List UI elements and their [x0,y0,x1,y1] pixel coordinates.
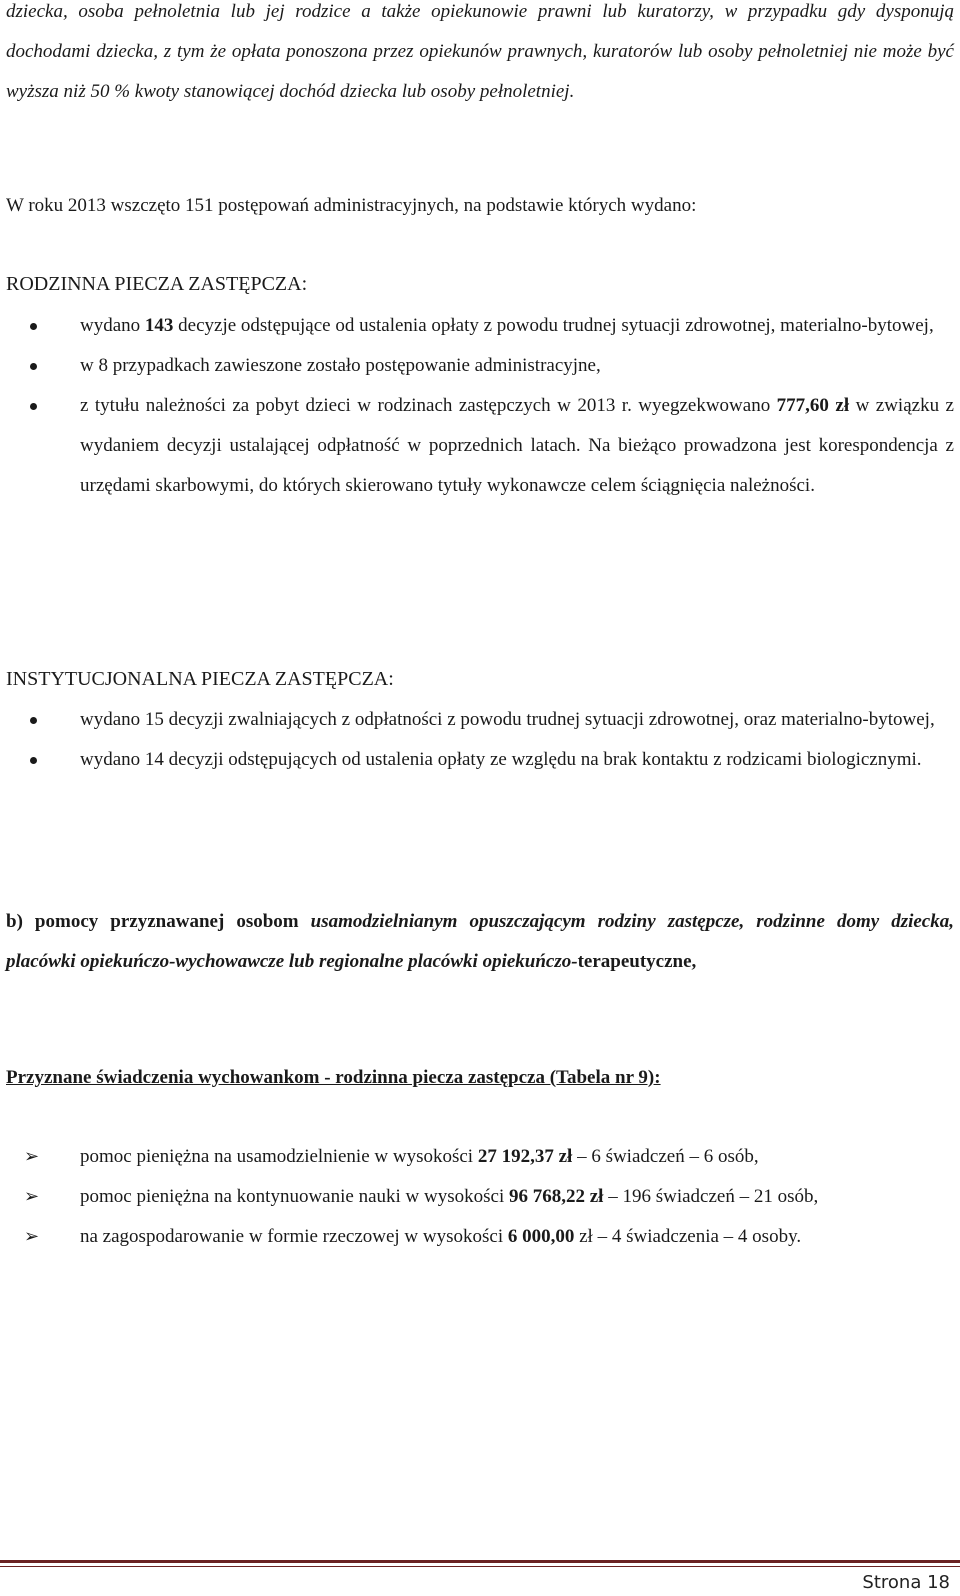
list-item: ➢ na zagospodarowanie w formie rzeczowej w wysokości 6 000,00 zł – 4 świadczenia – 4 osoby. [0,1217,954,1257]
bullet-icon [30,717,37,724]
bullet-icon [30,363,37,370]
section-b-paragraph: b) pomocy przyznawanej osobom usamodzielnianym opuszczającym rodziny zastępcze, rodzinne domy dziecka, placówki opiekuńczo-wychowawcze lub regionalne placówki opiekuńczo-terapeutyczne, [6,911,954,972]
list-item: ➢ pomoc pieniężna na kontynuowanie nauki w wysokości 96 768,22 zł – 196 świadczeń – 21 osób, [0,1177,954,1217]
swiadczenia-heading: Przyznane świadczenia wychowankom - rodzinna piecza zastępcza (Tabela nr 9): [6,1067,661,1088]
bullet-icon [30,757,37,764]
arrow-bullet-icon: ➢ [24,1186,40,1207]
list-item: wydano 14 decyzji odstępujących od ustalenia opłaty ze względu na brak kontaktu z rodzicami biologicznymi. [0,740,954,780]
intro-paragraph: dziecka, osoba pełnoletnia lub jej rodzice a także opiekunowie prawni lub kuratorzy, w przypadku gdy dysponują dochodami dziecka, z tym że opłata ponoszona przez opiekunów prawnych, kuratorów lub osoby pełnoletniej nie może być wyższa niż 50 % kwoty stanowiącej dochód dziecka lub osoby pełnoletniej. [6,1,954,102]
instytucjonalna-list [0,700,954,780]
footer-divider [0,1560,960,1563]
list-item: w 8 przypadkach zawieszone zostało postępowanie administracyjne, [0,346,954,386]
list-item: ➢ pomoc pieniężna na usamodzielnienie w wysokości 27 192,37 zł – 6 świadczeń – 6 osób, [0,1137,954,1177]
bullet-icon [30,403,37,410]
rodzinna-list [0,306,954,506]
swiadczenia-list [0,1137,954,1257]
footer-divider-thin [0,1566,960,1567]
bullet-icon [30,323,37,330]
summary-paragraph: W roku 2013 wszczęto 151 postępowań administracyjnych, na podstawie których wydano: [6,195,697,216]
arrow-bullet-icon: ➢ [24,1146,40,1167]
list-item: z tytułu należności za pobyt dzieci w rodzinach zastępczych w 2013 r. wyegzekwowano 777,60 zł w związku z wydaniem decyzji ustalającej odpłatność w poprzednich latach. Na bieżąco prowadzona jest korespondencja z urzędami skarbowymi, do których skierowano tytuły wykonawcze celem ściągnięcia należności. [0,386,954,506]
rodzinna-heading: RODZINNA PIECZA ZASTĘPCZA: [6,273,308,295]
instytucjonalna-heading: INSTYTUCJONALNA PIECZA ZASTĘPCZA: [6,668,394,690]
page-number: Strona 18 [862,1572,950,1593]
arrow-bullet-icon: ➢ [24,1226,40,1247]
list-item: wydano 15 decyzji zwalniających z odpłatności z powodu trudnej sytuacji zdrowotnej, oraz materialno-bytowej, [0,700,954,740]
list-item: wydano 143 decyzje odstępujące od ustalenia opłaty z powodu trudnej sytuacji zdrowotnej, materialno-bytowej, [0,306,954,346]
